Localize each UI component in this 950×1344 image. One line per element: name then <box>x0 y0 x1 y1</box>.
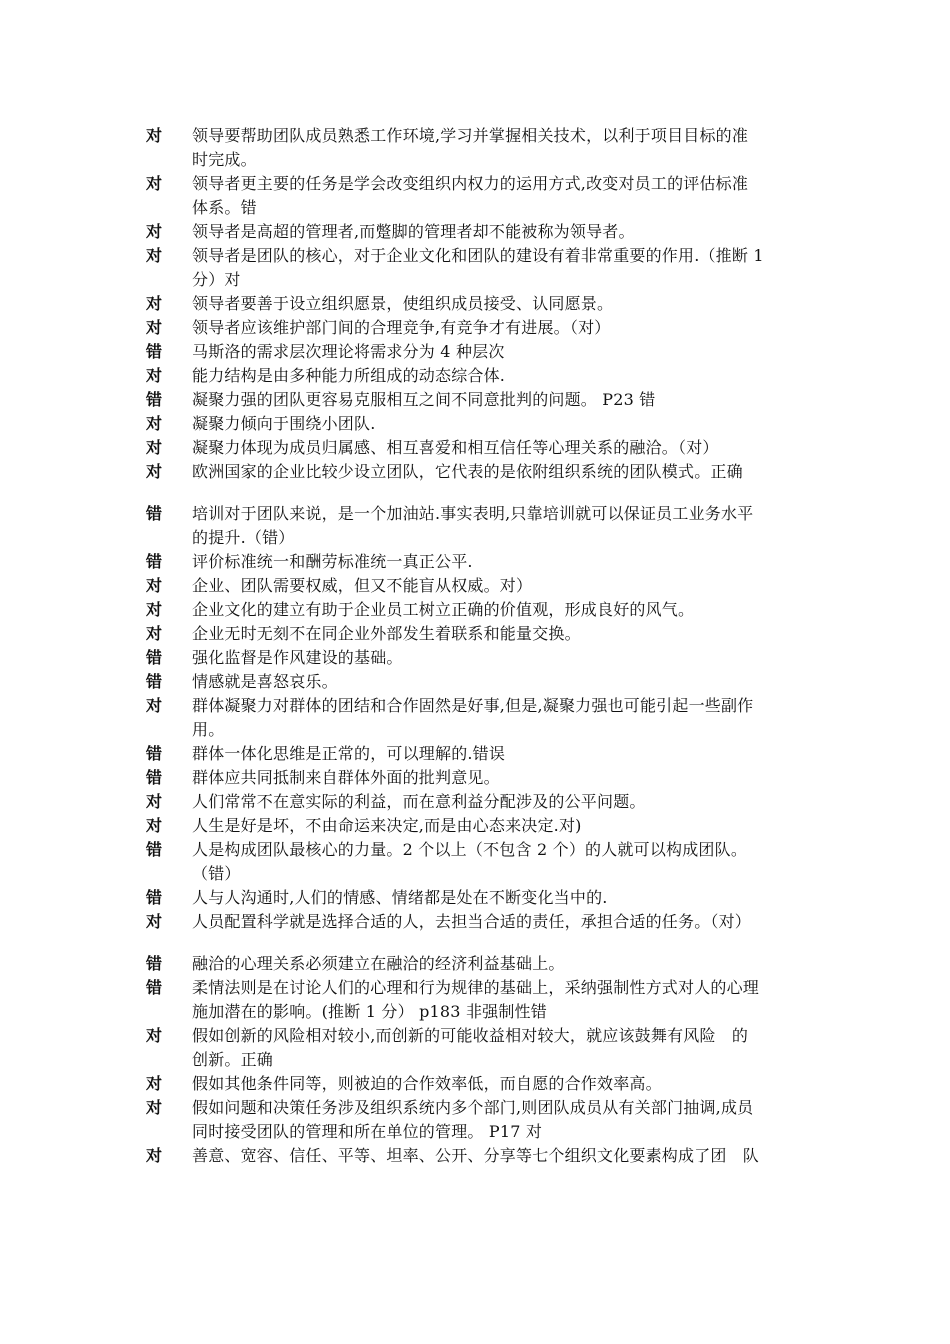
statement-text: 企业无时无刻不在同企业外部发生着联系和能量交换。 <box>192 624 581 643</box>
list-item <box>146 814 866 838</box>
statement-text: 领导者是团队的核心，对于企业文化和团队的建设有着非常重要的作用.（推断 1 分）对 <box>192 246 764 289</box>
list-item <box>146 316 866 340</box>
answer-mark: 错 <box>146 390 163 409</box>
list-item <box>146 694 866 742</box>
answer-mark: 对 <box>146 222 163 241</box>
answer-mark: 错 <box>146 744 163 763</box>
answer-mark: 错 <box>146 768 163 787</box>
statement-text: 凝聚力体现为成员归属感、相互喜爱和相互信任等心理关系的融洽。（对） <box>192 438 719 457</box>
answer-mark: 错 <box>146 342 163 361</box>
answer-mark: 对 <box>146 816 163 835</box>
list-item <box>146 388 866 412</box>
statement-text: 欧洲国家的企业比较少设立团队，它代表的是依附组织系统的团队模式。正确 <box>192 462 743 481</box>
statement-text: 领导者要善于设立组织愿景，使组织成员接受、认同愿景。 <box>192 294 614 313</box>
answer-mark: 错 <box>146 504 163 523</box>
list-item <box>146 598 866 622</box>
list-item <box>146 790 866 814</box>
list-item <box>146 220 866 244</box>
answer-mark: 对 <box>146 318 163 337</box>
statement-text: 群体应共同抵制来自群体外面的批判意见。 <box>192 768 500 787</box>
list-item <box>146 622 866 646</box>
statement-text: 能力结构是由多种能力所组成的动态综合体. <box>192 366 506 385</box>
statement-text: 领导要帮助团队成员熟悉工作环境,学习并掌握相关技术，以利于项目目标的准 时完成。 <box>192 126 749 169</box>
list-item <box>146 460 866 484</box>
answer-mark: 对 <box>146 624 163 643</box>
statement-text: 融洽的心理关系必须建立在融洽的经济利益基础上。 <box>192 954 565 973</box>
answer-mark: 对 <box>146 696 163 715</box>
list-item <box>146 646 866 670</box>
statement-text: 群体一体化思维是正常的，可以理解的.错误 <box>192 744 506 763</box>
answer-mark: 对 <box>146 414 163 433</box>
statement-text: 善意、宽容、信任、平等、坦率、公开、分享等七个组织文化要素构成了团 队 <box>192 1146 760 1165</box>
answer-mark: 对 <box>146 1146 163 1165</box>
statement-text: 评价标准统一和酬劳标准统一真正公平. <box>192 552 473 571</box>
list-item <box>146 1144 866 1168</box>
list-item <box>146 172 866 220</box>
answer-mark: 错 <box>146 552 163 571</box>
answer-mark: 对 <box>146 576 163 595</box>
answer-mark: 错 <box>146 954 163 973</box>
list-item <box>146 1072 866 1096</box>
answer-mark: 错 <box>146 888 163 907</box>
answer-mark: 错 <box>146 672 163 691</box>
statement-text: 领导者应该维护部门间的合理竞争,有竞争才有进展。（对） <box>192 318 611 337</box>
answer-mark: 对 <box>146 792 163 811</box>
statement-text: 企业、团队需要权威，但又不能盲从权威。对） <box>192 576 533 595</box>
statement-text: 强化监督是作风建设的基础。 <box>192 648 403 667</box>
list-item <box>146 1096 866 1144</box>
statement-text: 情感就是喜怒哀乐。 <box>192 672 338 691</box>
list-item <box>146 436 866 460</box>
statement-text: 假如其他条件同等，则被迫的合作效率低，而自愿的合作效率高。 <box>192 1074 662 1093</box>
answer-mark: 对 <box>146 1098 163 1117</box>
answer-mark: 错 <box>146 840 163 859</box>
answer-mark: 对 <box>146 438 163 457</box>
statement-text: 假如创新的风险相对较小,而创新的可能收益相对较大，就应该鼓舞有风险 的 创新。正确 <box>192 1026 749 1069</box>
statement-text: 马斯洛的需求层次理论将需求分为 4 种层次 <box>192 342 505 361</box>
statement-text: 人们常常不在意实际的利益，而在意利益分配涉及的公平问题。 <box>192 792 646 811</box>
statement-text: 领导者是高超的管理者,而蹩脚的管理者却不能被称为领导者。 <box>192 222 635 241</box>
list-item <box>146 364 866 388</box>
answer-mark: 错 <box>146 978 163 997</box>
list-item <box>146 340 866 364</box>
list-item <box>146 952 866 976</box>
answer-mark: 对 <box>146 174 163 193</box>
statement-text: 假如问题和决策任务涉及组织系统内多个部门,则团队成员从有关部门抽调,成员 同时接受团队的管理和所在单位的管理。 P17 对 <box>192 1098 754 1141</box>
statement-text: 人生是好是坏，不由命运来决定,而是由心态来决定.对) <box>192 816 582 835</box>
statement-text: 培训对于团队来说，是一个加油站.事实表明,只靠培训就可以保证员工业务水平 的提升.（错） <box>192 504 754 547</box>
answer-mark: 对 <box>146 462 163 481</box>
statement-text: 柔情法则是在讨论人们的心理和行为规律的基础上，采纳强制性方式对人的心理 施加潜在的影响。(推断 1 分） p183 非强制性错 <box>192 978 760 1021</box>
answer-mark: 错 <box>146 648 163 667</box>
answer-mark: 对 <box>146 600 163 619</box>
list-item <box>146 124 866 172</box>
statement-text: 人是构成团队最核心的力量。2 个以上（不包含 2 个）的人就可以构成团队。 （错） <box>192 840 748 883</box>
list-item <box>146 670 866 694</box>
list-item <box>146 838 866 886</box>
answer-mark: 对 <box>146 294 163 313</box>
list-item <box>146 886 866 910</box>
statement-text: 凝聚力强的团队更容易克服相互之间不同意批判的问题。 P23 错 <box>192 390 656 409</box>
answer-mark: 对 <box>146 1026 163 1045</box>
list-item <box>146 292 866 316</box>
statement-text: 凝聚力倾向于围绕小团队. <box>192 414 376 433</box>
answer-mark: 对 <box>146 366 163 385</box>
list-item <box>146 766 866 790</box>
answer-mark: 对 <box>146 912 163 931</box>
list-item <box>146 910 866 934</box>
statement-text: 企业文化的建立有助于企业员工树立正确的价值观，形成良好的风气。 <box>192 600 695 619</box>
list-item <box>146 1024 866 1072</box>
list-item <box>146 574 866 598</box>
answer-mark: 对 <box>146 246 163 265</box>
list-item <box>146 244 866 292</box>
answer-mark: 对 <box>146 1074 163 1093</box>
statement-text: 领导者更主要的任务是学会改变组织内权力的运用方式,改变对员工的评估标准 体系。错 <box>192 174 749 217</box>
true-false-list <box>146 124 866 1168</box>
list-item <box>146 502 866 550</box>
answer-mark: 对 <box>146 126 163 145</box>
list-item <box>146 412 866 436</box>
list-item <box>146 742 866 766</box>
list-item <box>146 550 866 574</box>
list-item <box>146 976 866 1024</box>
statement-text: 群体凝聚力对群体的团结和合作固然是好事,但是,凝聚力强也可能引起一些副作 用。 <box>192 696 754 739</box>
statement-text: 人与人沟通时,人们的情感、情绪都是处在不断变化当中的. <box>192 888 608 907</box>
statement-text: 人员配置科学就是选择合适的人，去担当合适的责任，承担合适的任务。（对） <box>192 912 752 931</box>
